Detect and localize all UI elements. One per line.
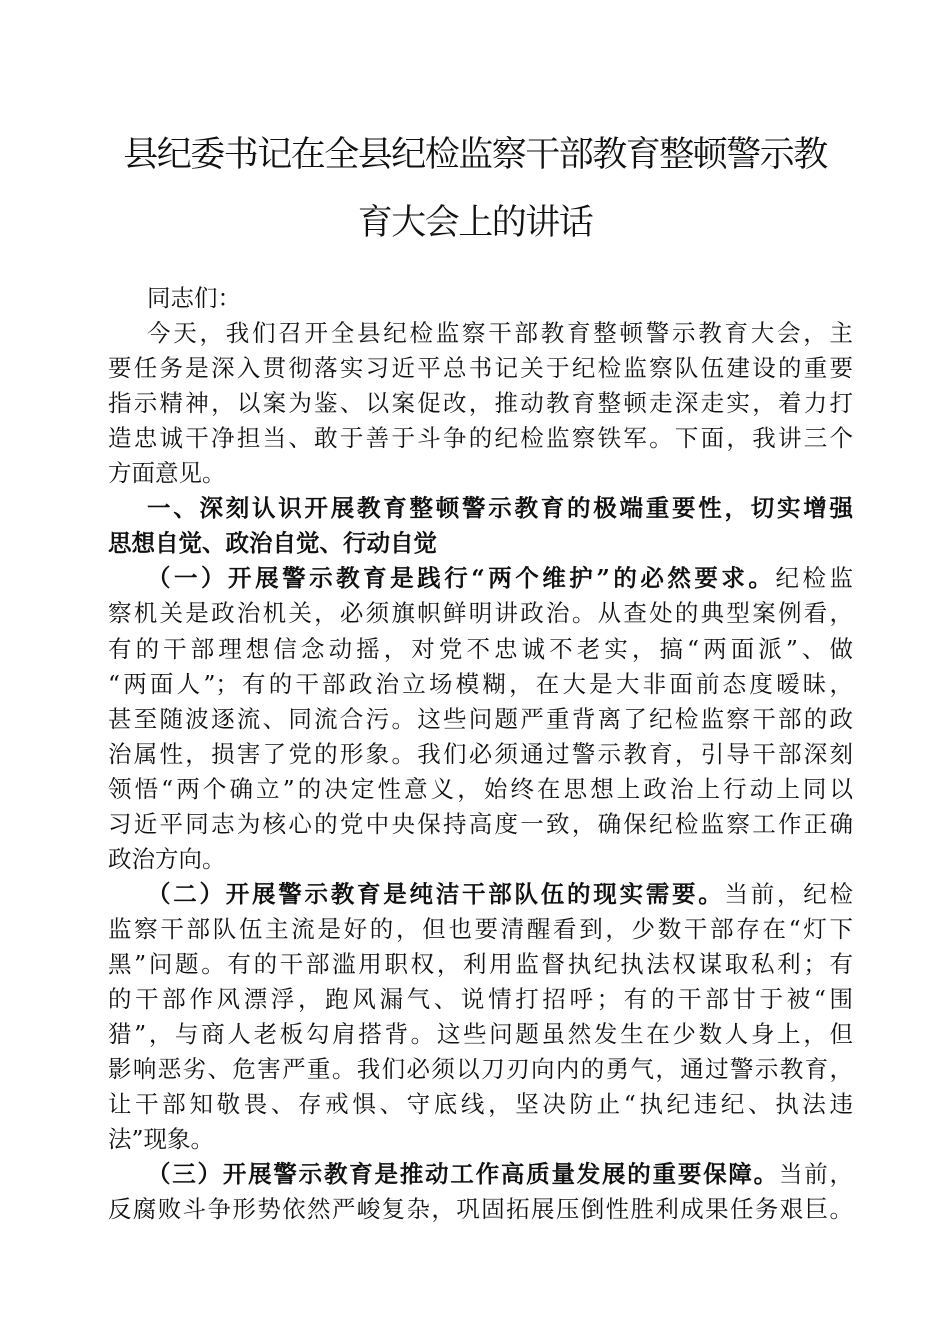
body-line [108, 706, 853, 732]
body-line [108, 951, 853, 977]
body-line [108, 636, 853, 662]
body-text: 领悟“两个确立”的决定性意义，始终在思想上政治上行动上同以 [108, 774, 853, 803]
body-line [108, 741, 853, 767]
body-text: 察机关是政治机关，必须旗帜鲜明讲政治。从查处的典型案例看， [108, 599, 853, 628]
document-title-line-1: 县纪委书记在全县纪检监察干部教育整顿警示教 [123, 135, 827, 175]
body-line [108, 1126, 853, 1152]
bold-heading-text: 一、深刻认识开展教育整顿警示教育的极端重要性，切实增强 [147, 494, 853, 523]
body-line [108, 1196, 853, 1222]
body-line [108, 460, 853, 486]
body-line [108, 1021, 853, 1047]
body-line [108, 811, 853, 837]
body-text: 指示精神，以案为鉴、以案促改，推动教育整顿走深走实，着力打 [108, 389, 853, 418]
body-text: 当前，纪检 [724, 879, 853, 908]
body-line [108, 390, 853, 416]
body-line [147, 285, 853, 311]
body-line [108, 776, 853, 802]
body-text: 同志们： [147, 284, 241, 312]
body-text: 习近平同志为核心的党中央保持高度一致，确保纪检监察工作正确 [108, 809, 853, 838]
body-line [147, 1161, 853, 1187]
body-text: 影响恶劣、危害严重。我们必须以刀刃向内的勇气，通过警示教育， [108, 1055, 853, 1084]
body-line [147, 320, 853, 346]
body-text: 当前， [778, 1160, 854, 1189]
bold-heading-text: 思想自觉、政治自觉、行动自觉 [108, 529, 437, 558]
body-text: 方面意见。 [108, 459, 226, 488]
body-text: 纪检监 [775, 564, 853, 593]
body-text: 的干部作风漂浮，跑风漏气、说情打招呼；有的干部甘于被“围 [108, 985, 853, 1013]
body-text: 政治方向。 [108, 844, 226, 873]
body-text: 要任务是深入贯彻落实习近平总书记关于纪检监察队伍建设的重要 [108, 354, 853, 383]
bold-heading-text: （二）开展警示教育是纯洁干部队伍的现实需要。 [147, 879, 725, 908]
body-line [147, 495, 853, 521]
body-line [108, 1091, 853, 1117]
body-text: 法”现象。 [108, 1125, 215, 1154]
body-text: 今天，我们召开全县纪检监察干部教育整顿警示教育大会，主 [147, 319, 853, 348]
body-line [108, 530, 853, 556]
body-line [108, 355, 853, 381]
document-title-line-2: 育大会上的讲话 [357, 203, 593, 243]
body-text: 让干部知敬畏、存戒惧、守底线，坚决防止“执纪违纪、执法违 [108, 1090, 853, 1119]
body-line [108, 846, 853, 872]
body-text: 有的干部理想信念动摇，对党不忠诚不老实，搞“两面派”、做 [108, 634, 853, 663]
body-line [108, 600, 853, 626]
body-text: 猎”，与商人老板勾肩搭背。这些问题虽然发生在少数人身上，但 [108, 1020, 853, 1049]
body-text: 黑”问题。有的干部滥用职权，利用监督执纪执法权谋取私利；有 [108, 949, 853, 978]
body-text: 监察干部队伍主流是好的，但也要清醒看到，少数干部存在“灯下 [108, 914, 853, 943]
body-text: 甚至随波逐流、同流合污。这些问题严重背离了纪检监察干部的政 [108, 704, 853, 733]
body-line [108, 916, 853, 942]
body-line [108, 1056, 853, 1082]
body-text: 造忠诚干净担当、敢于善于斗争的纪检监察铁军。下面，我讲三个 [108, 424, 853, 453]
body-text: “两面人”；有的干部政治立场模糊，在大是大非面前态度暧昧， [108, 669, 853, 698]
bold-heading-text: （一）开展警示教育是践行“两个维护”的必然要求。 [147, 564, 776, 593]
body-text: 治属性，损害了党的形象。我们必须通过警示教育，引导干部深刻 [108, 739, 853, 768]
body-line [147, 881, 853, 907]
bold-heading-text: （三）开展警示教育是推动工作高质量发展的重要保障。 [147, 1160, 779, 1189]
body-line [108, 671, 853, 697]
body-text: 反腐败斗争形势依然严峻复杂，巩固拓展压倒性胜利成果任务艰巨。 [108, 1195, 853, 1224]
body-line [108, 425, 853, 451]
body-line [108, 986, 853, 1012]
body-line [147, 565, 853, 591]
